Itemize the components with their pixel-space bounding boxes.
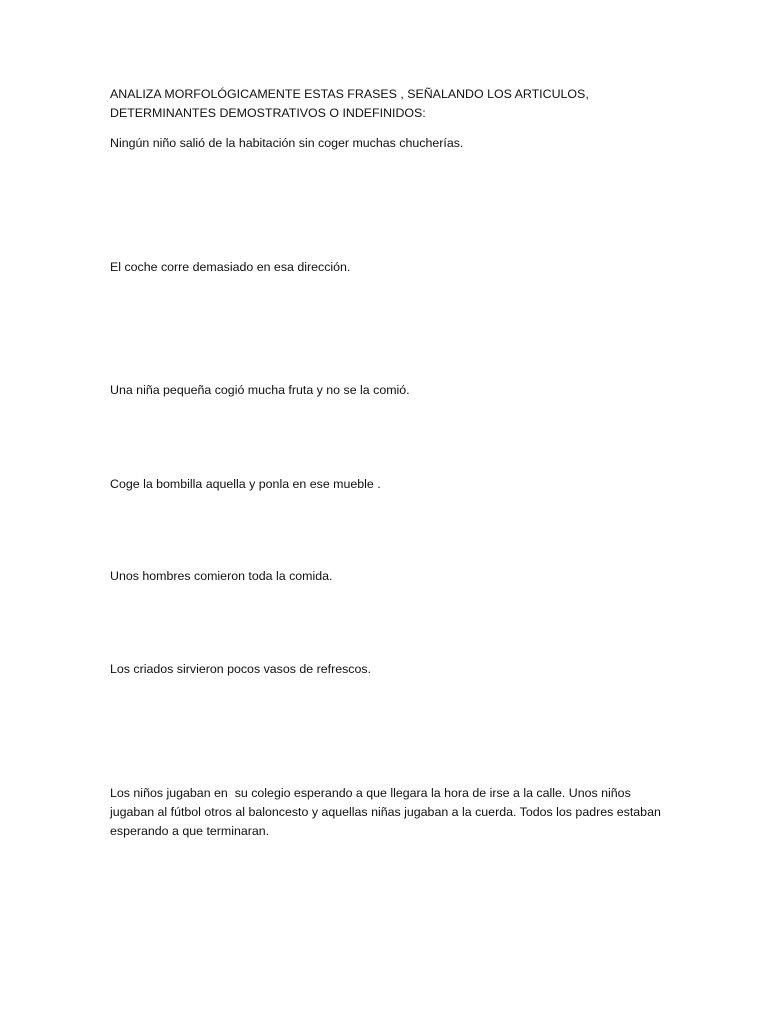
sentence-2: El coche corre demasiado en esa dirección. — [110, 260, 351, 274]
exercise-heading: ANALIZA MORFOLÓGICAMENTE ESTAS FRASES , SEÑALANDO LOS ARTICULOS, DETERMINANTES DEMOSTRATIVOS O INDEFINIDOS: — [110, 87, 593, 120]
sentence-1: Ningún niño salió de la habitación sin coger muchas chucherías. — [110, 136, 464, 150]
sentence-6: Los criados sirvieron pocos vasos de refrescos. — [110, 662, 372, 676]
final-paragraph: Los niños jugaban en su colegio esperando a que llegara la hora de irse a la calle. Unos niños jugaban al fútbol otros al baloncesto y aquellas niñas jugaban a la cuerda. Todos los padres estaban esperando a que terminaran. — [110, 786, 665, 838]
sentence-5: Unos hombres comieron toda la comida. — [110, 569, 333, 583]
sentence-4: Coge la bombilla aquella y ponla en ese mueble . — [110, 477, 381, 491]
sentence-3: Una niña pequeña cogió mucha fruta y no se la comió. — [110, 383, 410, 397]
